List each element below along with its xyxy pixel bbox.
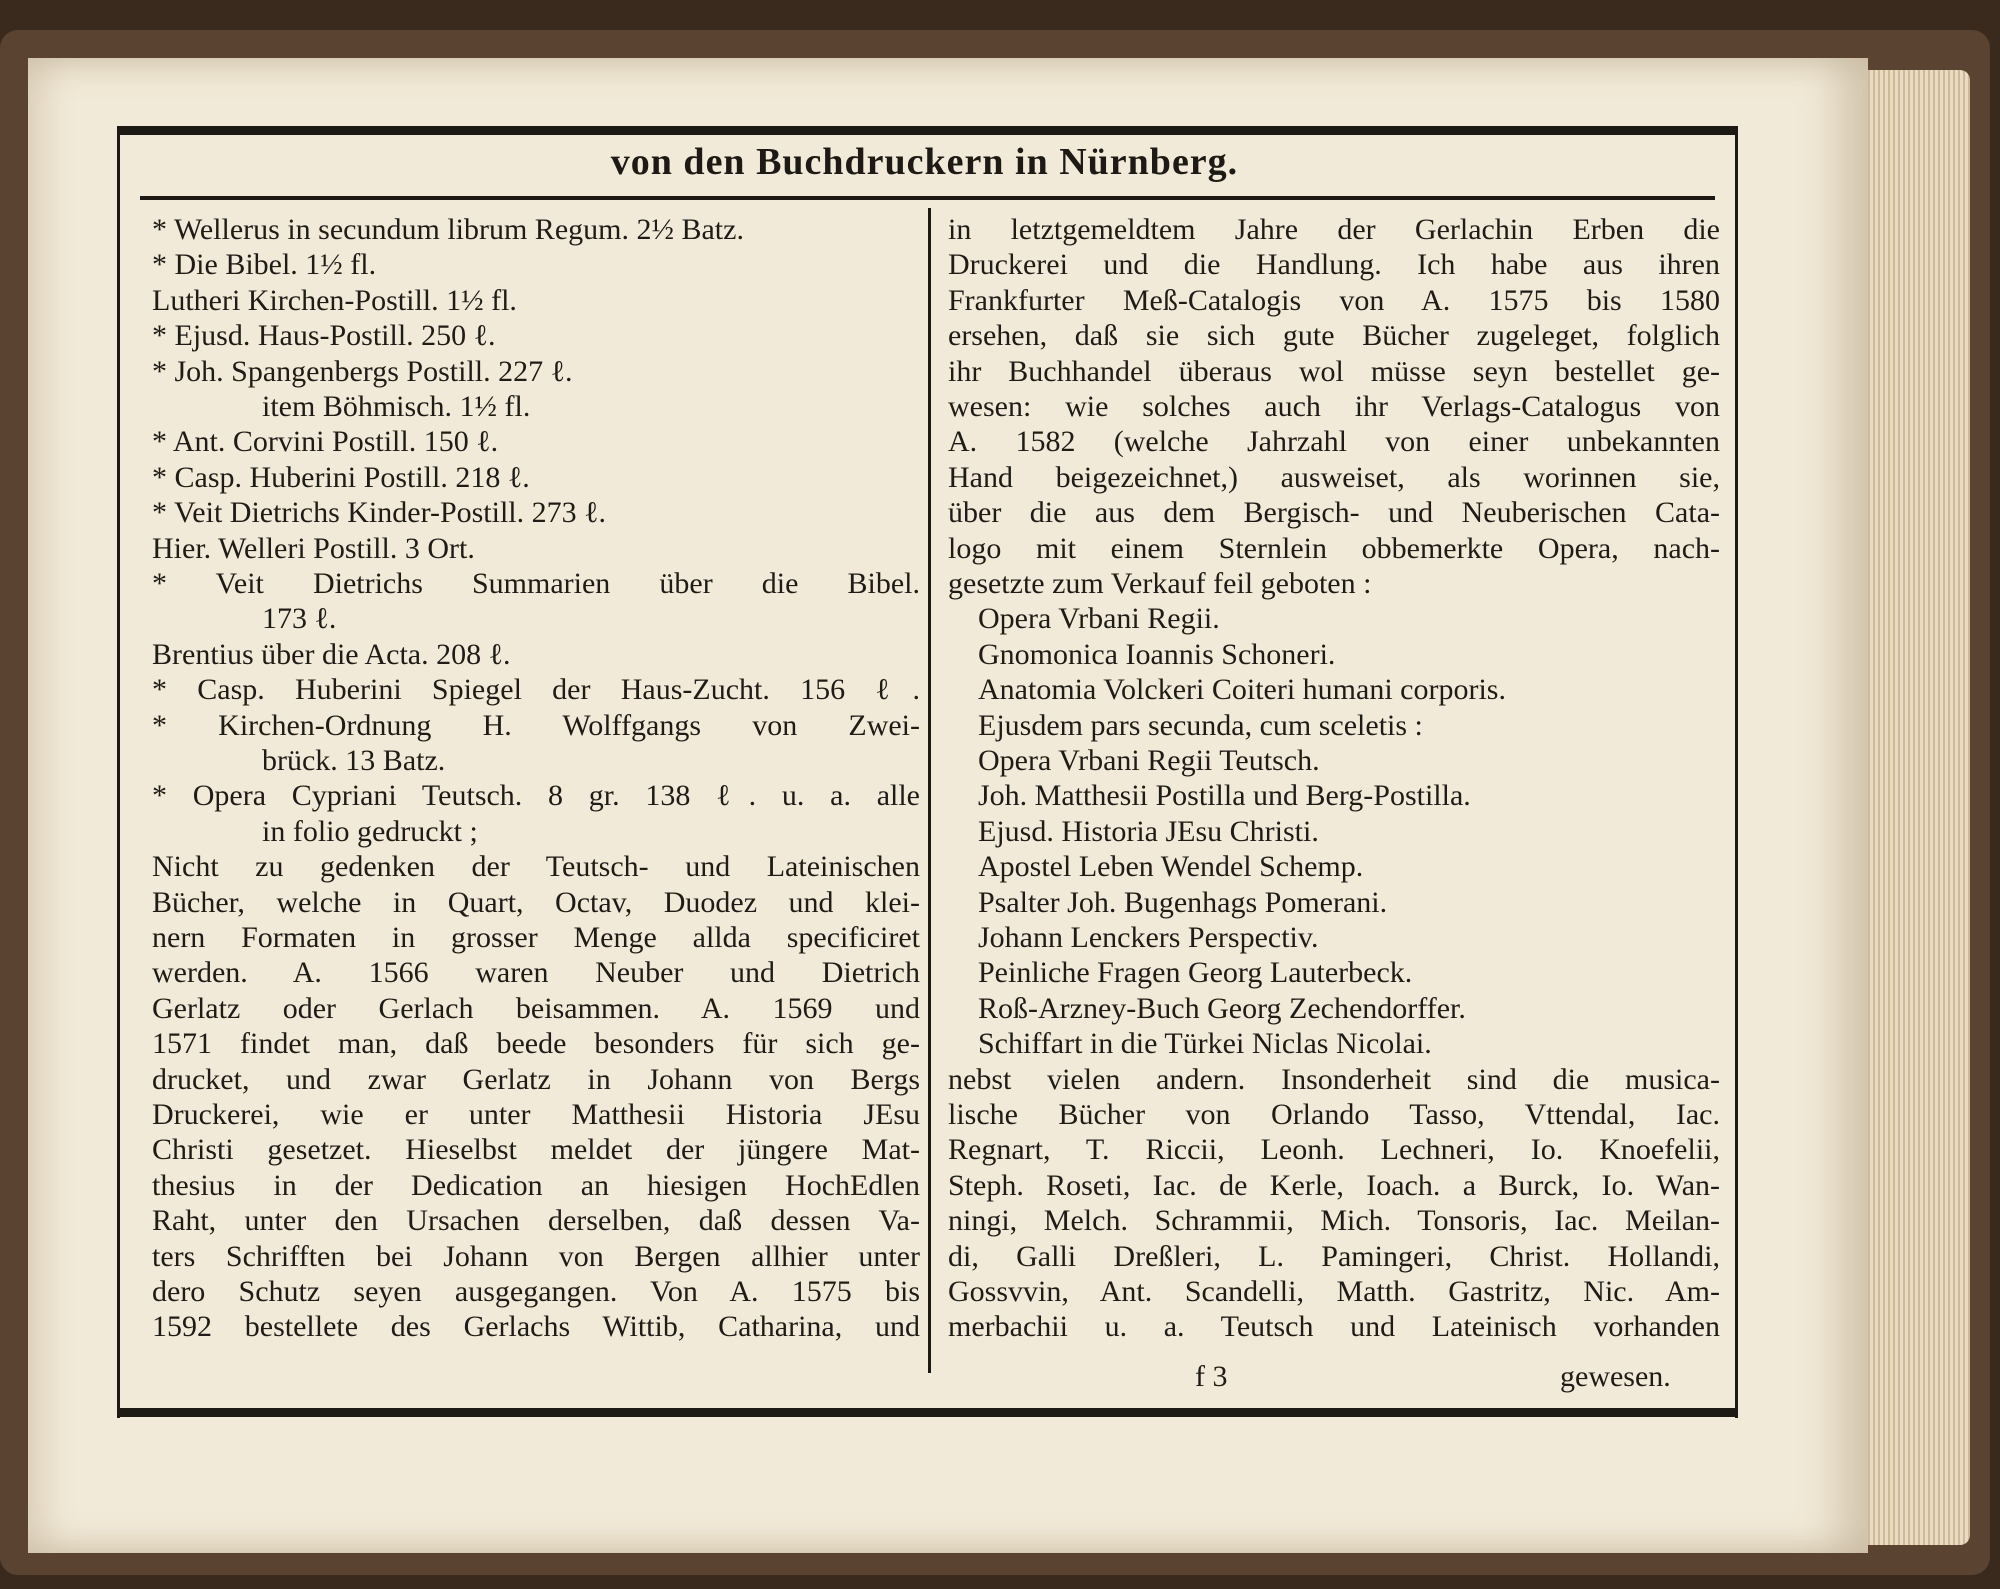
text-line: über die aus dem Bergisch- und Neuberischen Cata-: [948, 496, 1720, 530]
text-line: * Joh. Spangenbergs Postill. 227 ℓ.: [152, 354, 573, 388]
text-line: * Opera Cypriani Teutsch. 8 gr. 138 ℓ. u. a. alle: [152, 779, 920, 813]
text-line: 1592 bestellete des Gerlachs Wittib, Catharina, und: [152, 1310, 920, 1344]
text-line: Hand beigezeichnet,) ausweiset, als worinnen sie,: [948, 460, 1720, 494]
text-line: Christi gesetzet. Hieselbst meldet der jüngere Mat-: [152, 1133, 920, 1167]
text-line: * Wellerus in secundum librum Regum. 2½ Batz.: [152, 213, 744, 246]
text-line: brück. 13 Batz.: [262, 744, 446, 778]
text-line: Nicht zu gedenken der Teutsch- und Lateinischen: [152, 850, 920, 884]
text-line: A. 1582 (welche Jahrzahl von einer unbekannten: [948, 425, 1720, 459]
text-line: Johann Lenckers Perspectiv.: [978, 920, 1319, 954]
text-line: Druckerei, wie er unter Matthesii Historia JEsu: [152, 1097, 920, 1131]
text-line: di, Galli Dreßleri, L. Pamingeri, Christ. Hollandi,: [948, 1239, 1720, 1273]
text-line: * Kirchen-Ordnung H. Wolffgangs von Zwei-: [152, 708, 920, 742]
text-line: Frankfurter Meß-Catalogis von A. 1575 bis 1580: [948, 283, 1720, 317]
text-line: * Die Bibel. 1½ fl.: [152, 248, 377, 282]
text-line: * Veit Dietrichs Kinder-Postill. 273 ℓ.: [152, 496, 607, 530]
text-line: Bücher, welche in Quart, Octav, Duodez und klei-: [152, 885, 920, 919]
text-line: in letztgemeldtem Jahre der Gerlachin Erben die: [948, 213, 1720, 246]
text-line: * Ejusd. Haus-Postill. 250 ℓ.: [152, 319, 496, 353]
text-line: Brentius über die Acta. 208 ℓ.: [152, 637, 511, 671]
text-line: * Casp. Huberini Postill. 218 ℓ.: [152, 460, 530, 494]
page-edges: [1860, 70, 1970, 1545]
text-line: * Veit Dietrichs Summarien über die Bibel.: [152, 567, 920, 601]
text-line: in folio gedruckt ;: [262, 814, 478, 848]
text-line: Opera Vrbani Regii Teutsch.: [978, 743, 1320, 777]
text-line: Apostel Leben Wendel Schemp.: [978, 850, 1364, 884]
bottom-rule: [117, 1408, 1738, 1417]
text-line: ihr Buchhandel überaus wol müsse seyn bestellet ge-: [948, 354, 1720, 388]
text-line: 1571 findet man, daß beede besonders für sich ge-: [152, 1027, 920, 1061]
text-line: Joh. Matthesii Postilla und Berg-Postilla.: [978, 779, 1471, 813]
text-line: * Casp. Huberini Spiegel der Haus-Zucht. 156 ℓ.: [152, 673, 920, 707]
text-line: werden. A. 1566 waren Neuber und Dietrich: [152, 956, 920, 990]
text-line: item Böhmisch. 1½ fl.: [262, 390, 531, 424]
text-line: Ejusd. Historia JEsu Christi.: [978, 814, 1319, 848]
text-line: * Ant. Corvini Postill. 150 ℓ.: [152, 425, 499, 459]
text-line: logo mit einem Sternlein obbemerkte Opera, nach-: [948, 531, 1720, 565]
text-line: Peinliche Fragen Georg Lauterbeck.: [978, 956, 1413, 990]
text-line: Lutheri Kirchen-Postill. 1½ fl.: [152, 283, 517, 317]
right-column: [948, 212, 1720, 1345]
column-divider: [928, 208, 931, 1373]
top-rule: [117, 126, 1738, 135]
text-line: Gerlatz oder Gerlach beisammen. A. 1569 und: [152, 991, 920, 1025]
text-line: nern Formaten in grosser Menge allda specificiret: [152, 921, 920, 955]
text-line: Roß-Arzney-Buch Georg Zechendorffer.: [978, 991, 1466, 1025]
title-rule: [140, 196, 1715, 200]
left-column: [152, 212, 920, 1345]
text-line: ters Schrifften bei Johann von Bergen allhier unter: [152, 1239, 920, 1273]
text-line: dero Schutz seyen ausgegangen. Von A. 1575 bis: [152, 1274, 920, 1308]
text-line: Raht, unter den Ursachen derselben, daß dessen Va-: [152, 1204, 920, 1238]
text-line: 173 ℓ.: [262, 602, 337, 636]
signature-mark: f 3: [1195, 1360, 1228, 1393]
running-title: von den Buchdruckern in Nürnberg.: [610, 141, 1239, 183]
catchword: gewesen.: [1560, 1360, 1671, 1393]
text-line: merbachii u. a. Teutsch und Lateinisch vorhanden: [948, 1310, 1720, 1344]
text-line: ersehen, daß sie sich gute Bücher zugeleget, folglich: [948, 319, 1720, 353]
text-line: Ejusdem pars secunda, cum sceletis :: [978, 708, 1423, 742]
text-line: thesius in der Dedication an hiesigen HochEdlen: [152, 1168, 920, 1202]
text-line: Steph. Roseti, Iac. de Kerle, Ioach. a Burck, Io. Wan-: [948, 1168, 1720, 1202]
text-line: nebst vielen andern. Insonderheit sind die musica-: [948, 1062, 1720, 1096]
text-line: gesetzte zum Verkauf feil geboten :: [948, 566, 1372, 600]
text-line: Psalter Joh. Bugenhags Pomerani.: [978, 885, 1388, 919]
text-line: Anatomia Volckeri Coiteri humani corporis.: [978, 673, 1506, 707]
text-line: Schiffart in die Türkei Niclas Nicolai.: [978, 1027, 1432, 1061]
text-line: Hier. Welleri Postill. 3 Ort.: [152, 531, 475, 565]
text-line: Druckerei und die Handlung. Ich habe aus ihren: [948, 248, 1720, 282]
text-line: Opera Vrbani Regii.: [978, 602, 1220, 636]
text-line: Gnomonica Ioannis Schoneri.: [978, 637, 1336, 671]
text-line: ningi, Melch. Schrammii, Mich. Tonsoris, Iac. Meilan-: [948, 1204, 1720, 1238]
text-line: lische Bücher von Orlando Tasso, Vttendal, Iac.: [948, 1097, 1720, 1131]
text-line: Regnart, T. Riccii, Leonh. Lechneri, Io. Knoefelii,: [948, 1133, 1720, 1167]
text-line: Gossvvin, Ant. Scandelli, Matth. Gastritz, Nic. Am-: [948, 1274, 1720, 1308]
text-line: wesen: wie solches auch ihr Verlags-Catalogus von: [948, 389, 1720, 423]
text-line: drucket, und zwar Gerlatz in Johann von Bergs: [152, 1062, 920, 1096]
